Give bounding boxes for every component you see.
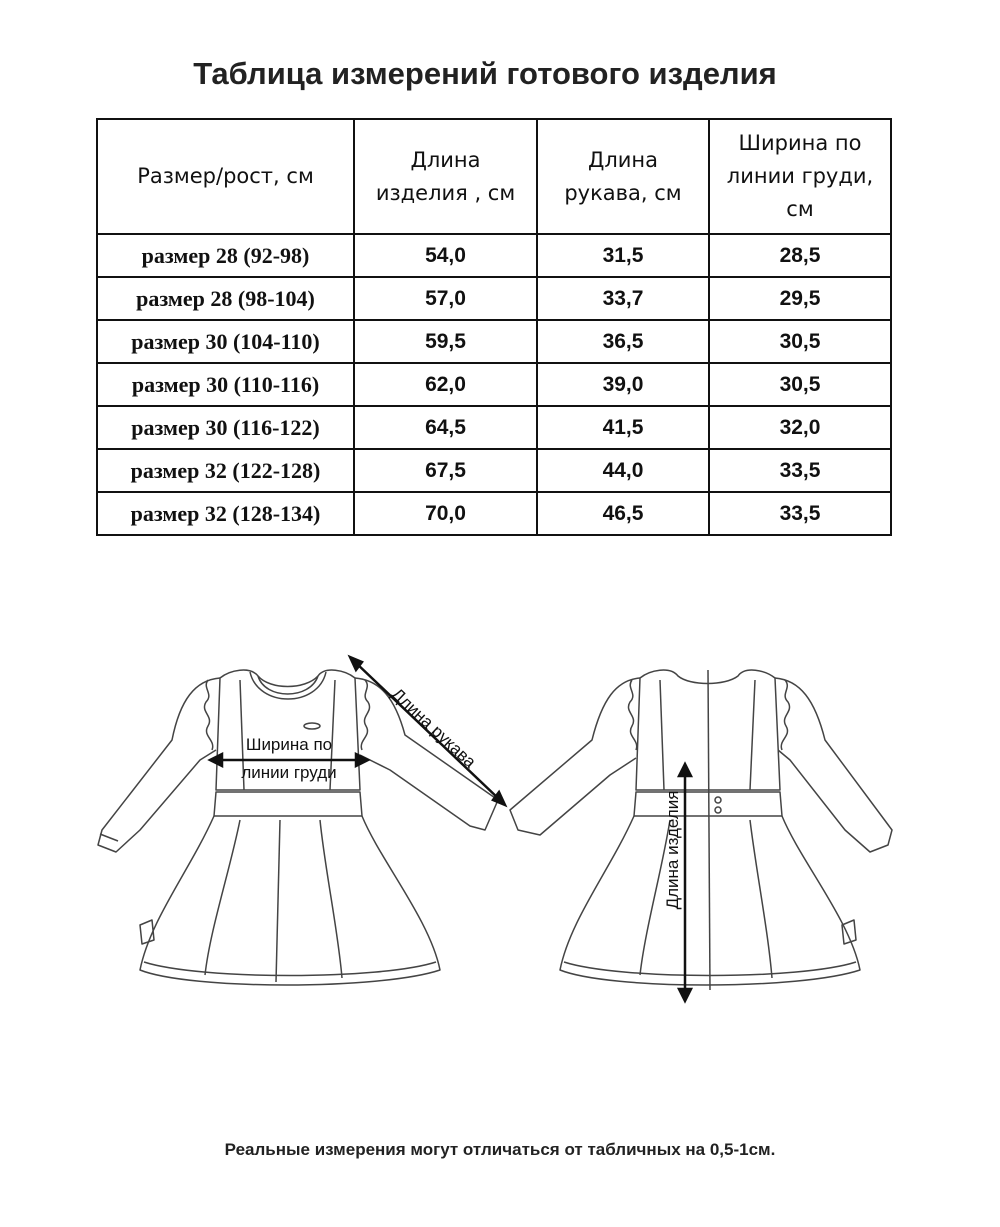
header-size: Размер/рост, см	[97, 119, 354, 234]
size-table	[96, 118, 892, 536]
table-header-row	[97, 119, 891, 234]
table-row	[97, 492, 891, 535]
value-cell: 32,0	[709, 406, 891, 449]
size-cell: размер 32 (128-134)	[97, 492, 354, 535]
table-row	[97, 277, 891, 320]
header-chest: Ширина по линии груди, см	[709, 119, 891, 234]
size-cell: размер 30 (104-110)	[97, 320, 354, 363]
value-cell: 59,5	[354, 320, 537, 363]
value-cell: 33,5	[709, 492, 891, 535]
size-cell: размер 32 (122-128)	[97, 449, 354, 492]
value-cell: 62,0	[354, 363, 537, 406]
value-cell: 70,0	[354, 492, 537, 535]
value-cell: 64,5	[354, 406, 537, 449]
value-cell: 39,0	[537, 363, 709, 406]
table-row	[97, 234, 891, 277]
chest-label-line1: Ширина по	[245, 735, 333, 754]
size-cell: размер 30 (110-116)	[97, 363, 354, 406]
table-row	[97, 449, 891, 492]
value-cell: 36,5	[537, 320, 709, 363]
length-label: Длина изделия	[663, 790, 682, 910]
size-cell: размер 30 (116-122)	[97, 406, 354, 449]
value-cell: 67,5	[354, 449, 537, 492]
table-row	[97, 320, 891, 363]
table-row	[97, 406, 891, 449]
table-row	[97, 363, 891, 406]
value-cell: 44,0	[537, 449, 709, 492]
value-cell: 30,5	[709, 320, 891, 363]
size-cell: размер 28 (92-98)	[97, 234, 354, 277]
header-length: Длина изделия , см	[354, 119, 537, 234]
page-title: Таблица измерений готового изделия	[193, 56, 777, 91]
back-dress-illustration	[510, 670, 892, 990]
value-cell: 29,5	[709, 277, 891, 320]
value-cell: 41,5	[537, 406, 709, 449]
value-cell: 33,7	[537, 277, 709, 320]
footnote: Реальные измерения могут отличаться от табличных на 0,5-1см.	[224, 1140, 776, 1159]
value-cell: 31,5	[537, 234, 709, 277]
dress-drawings	[80, 640, 900, 1040]
sleeve-label: Длина рукава	[387, 684, 480, 772]
chest-label-line2: линии груди	[241, 763, 337, 782]
value-cell: 28,5	[709, 234, 891, 277]
value-cell: 33,5	[709, 449, 891, 492]
measurement-labels	[241, 684, 682, 909]
value-cell: 30,5	[709, 363, 891, 406]
header-sleeve: Длина рукава, см	[537, 119, 709, 234]
value-cell: 57,0	[354, 277, 537, 320]
value-cell: 46,5	[537, 492, 709, 535]
value-cell: 54,0	[354, 234, 537, 277]
front-dress-illustration	[98, 670, 498, 985]
size-cell: размер 28 (98-104)	[97, 277, 354, 320]
